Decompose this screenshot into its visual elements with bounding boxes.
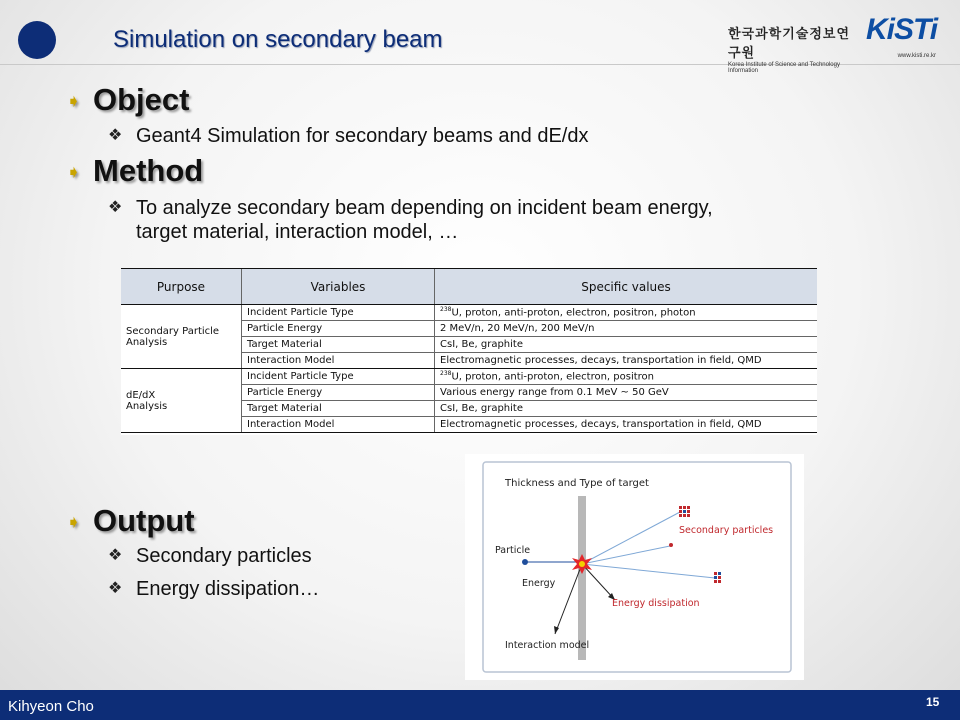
energy-label: Energy xyxy=(522,578,556,589)
arrow-bullet-icon: ➧ xyxy=(66,91,82,112)
variable-cell: Particle Energy xyxy=(242,385,435,401)
author-name: Kihyeon Cho xyxy=(8,698,94,715)
th-variables: Variables xyxy=(242,269,435,305)
secondary-cluster-1-icon xyxy=(679,506,690,517)
logo-brand: KiSTi xyxy=(866,13,938,46)
value-cell: CsI, Be, graphite xyxy=(435,401,818,417)
heading-object: ➧ Object xyxy=(66,82,190,117)
secondary-particle-dot xyxy=(669,543,673,547)
energy-dissipation-label: Energy dissipation xyxy=(612,598,700,609)
value-cell: $^{238}$U, proton, anti-proton, electron, positron xyxy=(435,369,818,385)
collision-core xyxy=(579,561,585,567)
value-cell: CsI, Be, graphite xyxy=(435,337,818,353)
purpose-cell: Secondary Particle Analysis xyxy=(121,305,242,369)
kisti-logo xyxy=(866,13,946,63)
value-cell: 2 MeV/n, 20 MeV/n, 200 MeV/n xyxy=(435,321,818,337)
target-slab xyxy=(578,496,586,660)
heading-output: ➧ Output xyxy=(66,503,195,538)
arrow-bullet-icon: ➧ xyxy=(66,162,82,183)
footer-bar xyxy=(0,690,960,720)
particle-label: Particle xyxy=(495,545,531,556)
page-number: 15 xyxy=(926,695,940,709)
logo-url: www.kisti.re.kr xyxy=(897,53,936,59)
purpose-cell: dE/dX Analysis xyxy=(121,369,242,433)
value-cell: Electromagnetic processes, decays, transportation in field, QMD xyxy=(435,417,818,433)
diamond-bullet-icon: ❖ xyxy=(108,199,123,216)
diamond-bullet-icon: ❖ xyxy=(108,547,123,564)
variable-cell: Incident Particle Type xyxy=(242,369,435,385)
diamond-bullet-icon: ❖ xyxy=(108,580,123,597)
logo-korean: 한국과학기술정보연구원 xyxy=(728,26,851,60)
variable-cell: Target Material xyxy=(242,401,435,417)
slide-title: Simulation on secondary beam xyxy=(113,26,443,53)
bullet-output-1: ❖ Secondary particles xyxy=(108,545,312,567)
variable-cell: Incident Particle Type xyxy=(242,305,435,321)
variable-cell: Interaction Model xyxy=(242,353,435,369)
value-cell: Electromagnetic processes, decays, transportation in field, QMD xyxy=(435,353,818,369)
arrow-bullet-icon: ➧ xyxy=(66,512,82,533)
variable-cell: Target Material xyxy=(242,337,435,353)
incident-particle-dot xyxy=(522,559,528,565)
header-dot xyxy=(18,21,56,59)
simulation-table xyxy=(121,268,817,435)
beam-diagram-svg xyxy=(465,454,804,680)
table-row xyxy=(121,305,817,321)
logo-english: Korea Institute of Science and Technology Information xyxy=(728,62,840,74)
value-cell: Various energy range from 0.1 MeV ~ 50 GeV xyxy=(435,385,818,401)
interaction-model-label: Interaction model xyxy=(505,640,590,651)
diamond-bullet-icon: ❖ xyxy=(108,127,123,144)
th-purpose: Purpose xyxy=(121,269,242,305)
kisti-logo-text xyxy=(728,23,860,74)
secondary-particles-label: Secondary particles xyxy=(679,525,774,536)
bullet-object-1: ❖ Geant4 Simulation for secondary beams and dE/dx xyxy=(108,125,589,147)
variable-cell: Interaction Model xyxy=(242,417,435,433)
variable-cell: Particle Energy xyxy=(242,321,435,337)
beam-diagram xyxy=(465,454,804,680)
heading-method: ➧ Method xyxy=(66,153,204,188)
bullet-output-2: ❖ Energy dissipation… xyxy=(108,578,320,600)
th-specific-values: Specific values xyxy=(435,269,818,305)
table-row xyxy=(121,369,817,385)
bullet-method-1: ❖ To analyze secondary beam depending on incident beam energy, target material, interaction model, … xyxy=(108,197,713,243)
target-label: Thickness and Type of target xyxy=(505,478,649,489)
value-cell: $^{238}$U, proton, anti-proton, electron, positron, photon xyxy=(435,305,818,321)
